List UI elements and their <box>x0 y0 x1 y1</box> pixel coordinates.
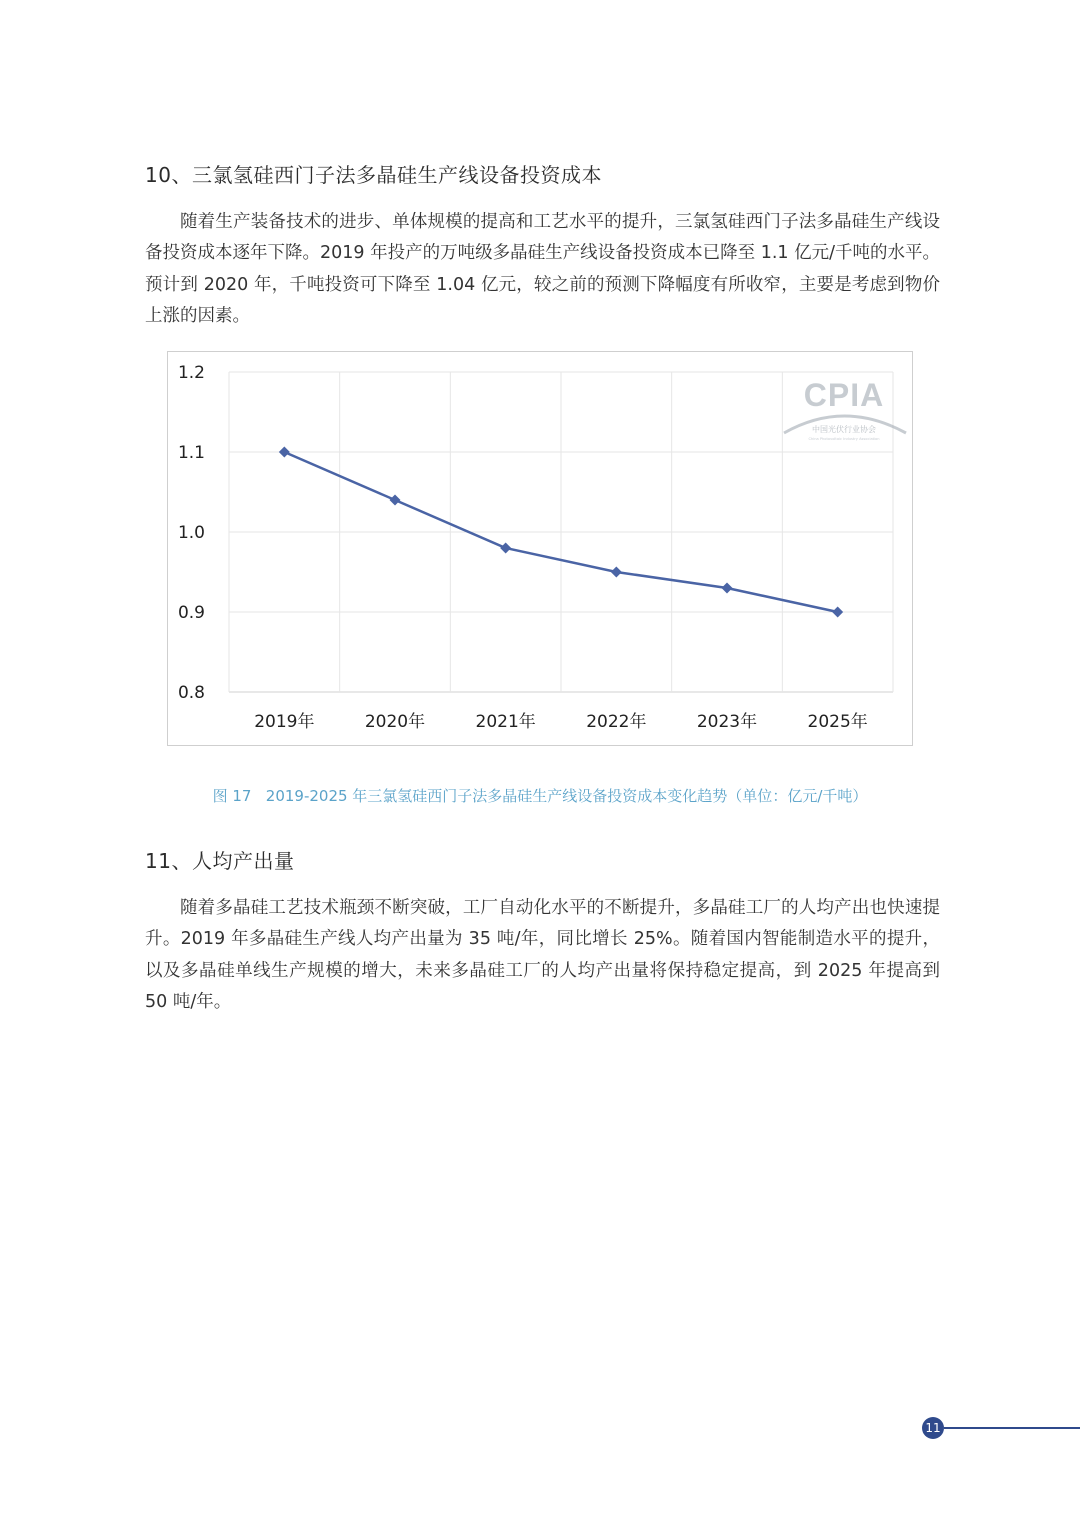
cpia-watermark-logo <box>778 373 910 443</box>
y-tick-label: 0.8 <box>177 683 205 703</box>
figure-caption <box>0 785 1080 806</box>
section-11-paragraph: 随着多晶硅工艺技术瓶颈不断突破，工厂自动化水平的不断提升，多晶硅工厂的人均产出也快速提升。2019 年多晶硅生产线人均产出量为 35 吨/年，同比增长 25%。随着国内智能制造水平的提升，以及多晶硅单线生产规模的增大，未来多晶硅工厂的人均产出量将保持稳定提高，到 2025 年提高到 50 吨/年。 <box>145 898 940 1012</box>
x-tick-label: 2022年 <box>586 712 647 732</box>
svg-text:China Photovoltaic Industry As: China Photovoltaic Industry Association <box>808 437 880 441</box>
svg-text:中国光伏行业协会: 中国光伏行业协会 <box>812 425 876 434</box>
section-11-heading: 11、人均产出量 <box>145 849 295 873</box>
footer-rule <box>944 1427 1080 1429</box>
svg-text:CPIA: CPIA <box>803 377 885 413</box>
section-10-heading: 10、三氯氢硅西门子法多晶硅生产线设备投资成本 <box>145 163 602 187</box>
x-tick-label: 2025年 <box>807 712 868 732</box>
x-tick-label: 2023年 <box>696 712 758 732</box>
y-tick-label: 0.9 <box>177 603 205 623</box>
page-number-badge: 11 <box>922 1417 944 1439</box>
data-point <box>832 607 843 618</box>
x-tick-label: 2019年 <box>254 712 315 732</box>
data-point <box>611 567 622 578</box>
data-point <box>500 543 511 554</box>
y-tick-label: 1.2 <box>177 363 205 383</box>
x-tick-label: 2020年 <box>364 712 426 732</box>
y-tick-label: 1.0 <box>177 523 205 543</box>
y-tick-label: 1.1 <box>177 443 205 463</box>
data-point <box>722 583 733 594</box>
figure-label: 图 17 <box>212 787 252 805</box>
data-point <box>390 495 401 506</box>
section-10-paragraph: 随着生产装备技术的进步、单体规模的提高和工艺水平的提升，三氯氢硅西门子法多晶硅生产线设备投资成本逐年下降。2019 年投产的万吨级多晶硅生产线设备投资成本已降至 1.1 亿元/千吨的水平。预计到 2020 年，千吨投资可下降至 1.04 亿元，较之前的预测下降幅度有所收窄，主要是考虑到物价上涨的因素。 <box>145 212 940 326</box>
figure-title: 2019-2025 年三氯氢硅西门子法多晶硅生产线设备投资成本变化趋势（单位：亿元/千吨） <box>265 787 868 805</box>
x-tick-label: 2021年 <box>475 712 536 732</box>
data-point <box>279 447 290 458</box>
